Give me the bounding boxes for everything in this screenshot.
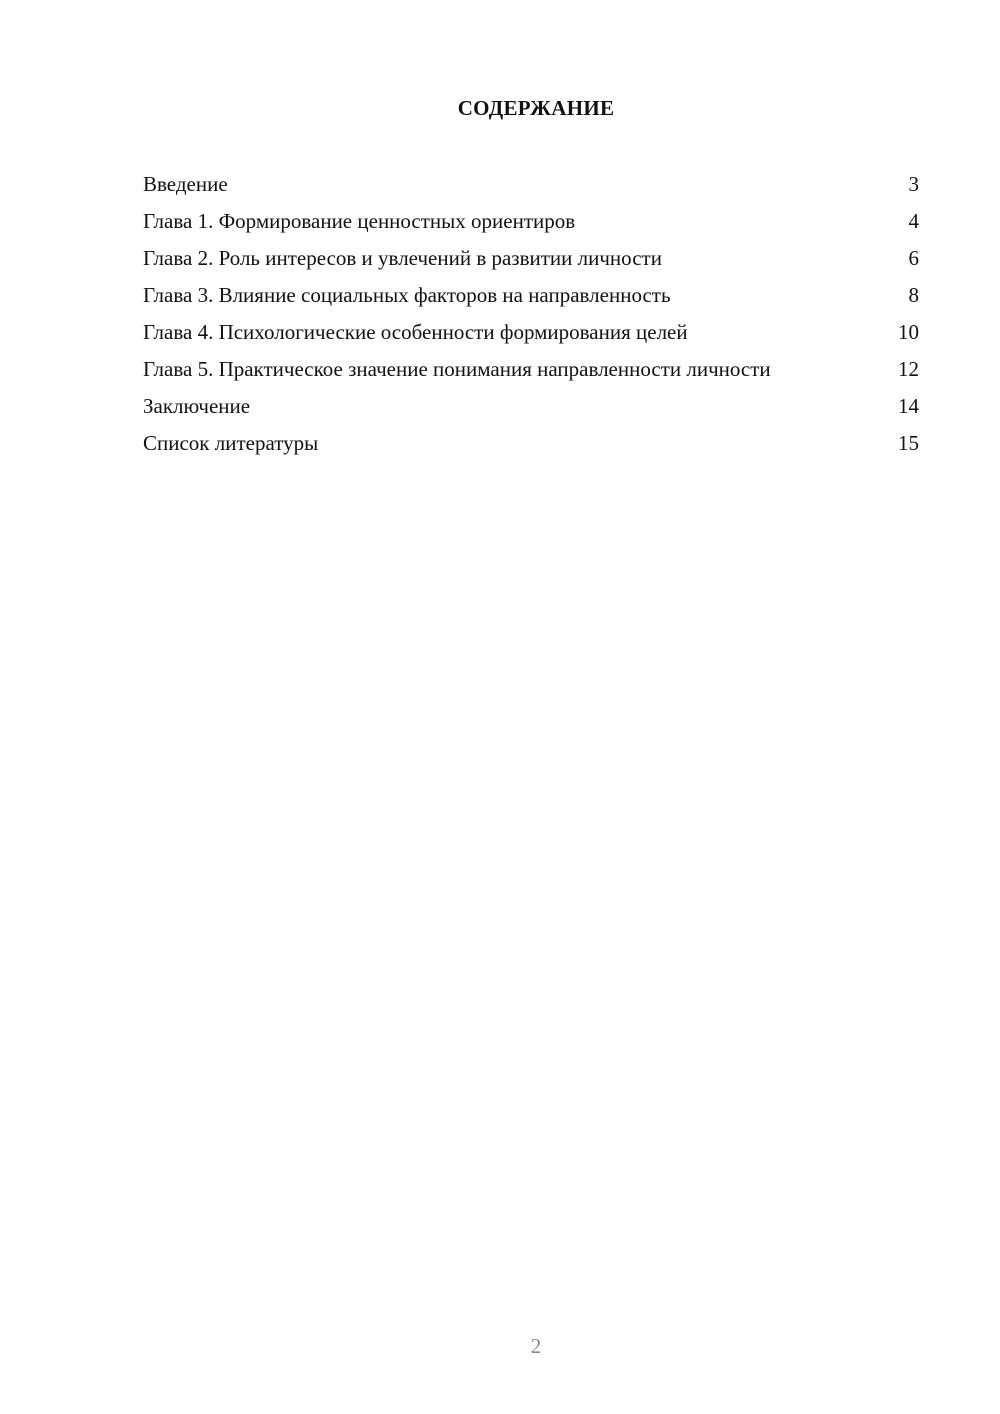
toc-entry-label: Глава 5. Практическое значение понимания направленности личности — [143, 357, 771, 381]
toc-entry-chapter-2 — [143, 244, 919, 273]
toc-entry-label: Глава 2. Роль интересов и увлечений в развитии личности — [143, 246, 662, 270]
toc-entry-page: 3 — [908, 172, 919, 196]
toc-entry-page: 6 — [908, 246, 919, 270]
toc-entry-page: 8 — [908, 283, 919, 307]
toc-entry-page: 12 — [898, 357, 919, 381]
toc-entry-page: 10 — [898, 320, 919, 344]
toc-entry-chapter-4 — [143, 318, 919, 347]
toc-entry-conclusion — [143, 392, 919, 421]
toc-entry-references — [143, 429, 919, 458]
toc-entry-label: Заключение — [143, 394, 251, 418]
page-number: 2 — [530, 1334, 542, 1358]
toc-entry-page: 15 — [898, 431, 919, 455]
table-of-contents — [143, 170, 919, 466]
toc-entry-label: Введение — [143, 172, 228, 196]
toc-entry-label: Глава 3. Влияние социальных факторов на направленность — [143, 283, 671, 307]
toc-entry-page: 4 — [908, 209, 919, 233]
toc-entry-label: Глава 1. Формирование ценностных ориентиров — [143, 209, 576, 233]
toc-entry-label: Глава 4. Психологические особенности формирования целей — [143, 320, 688, 344]
toc-entry-introduction — [143, 170, 919, 199]
page-title: СОДЕРЖАНИЕ — [457, 96, 615, 120]
toc-entry-chapter-5 — [143, 355, 919, 384]
toc-entry-label: Список литературы — [143, 431, 319, 455]
toc-entry-chapter-1 — [143, 207, 919, 236]
toc-entry-chapter-3 — [143, 281, 919, 310]
toc-entry-page: 14 — [898, 394, 919, 418]
